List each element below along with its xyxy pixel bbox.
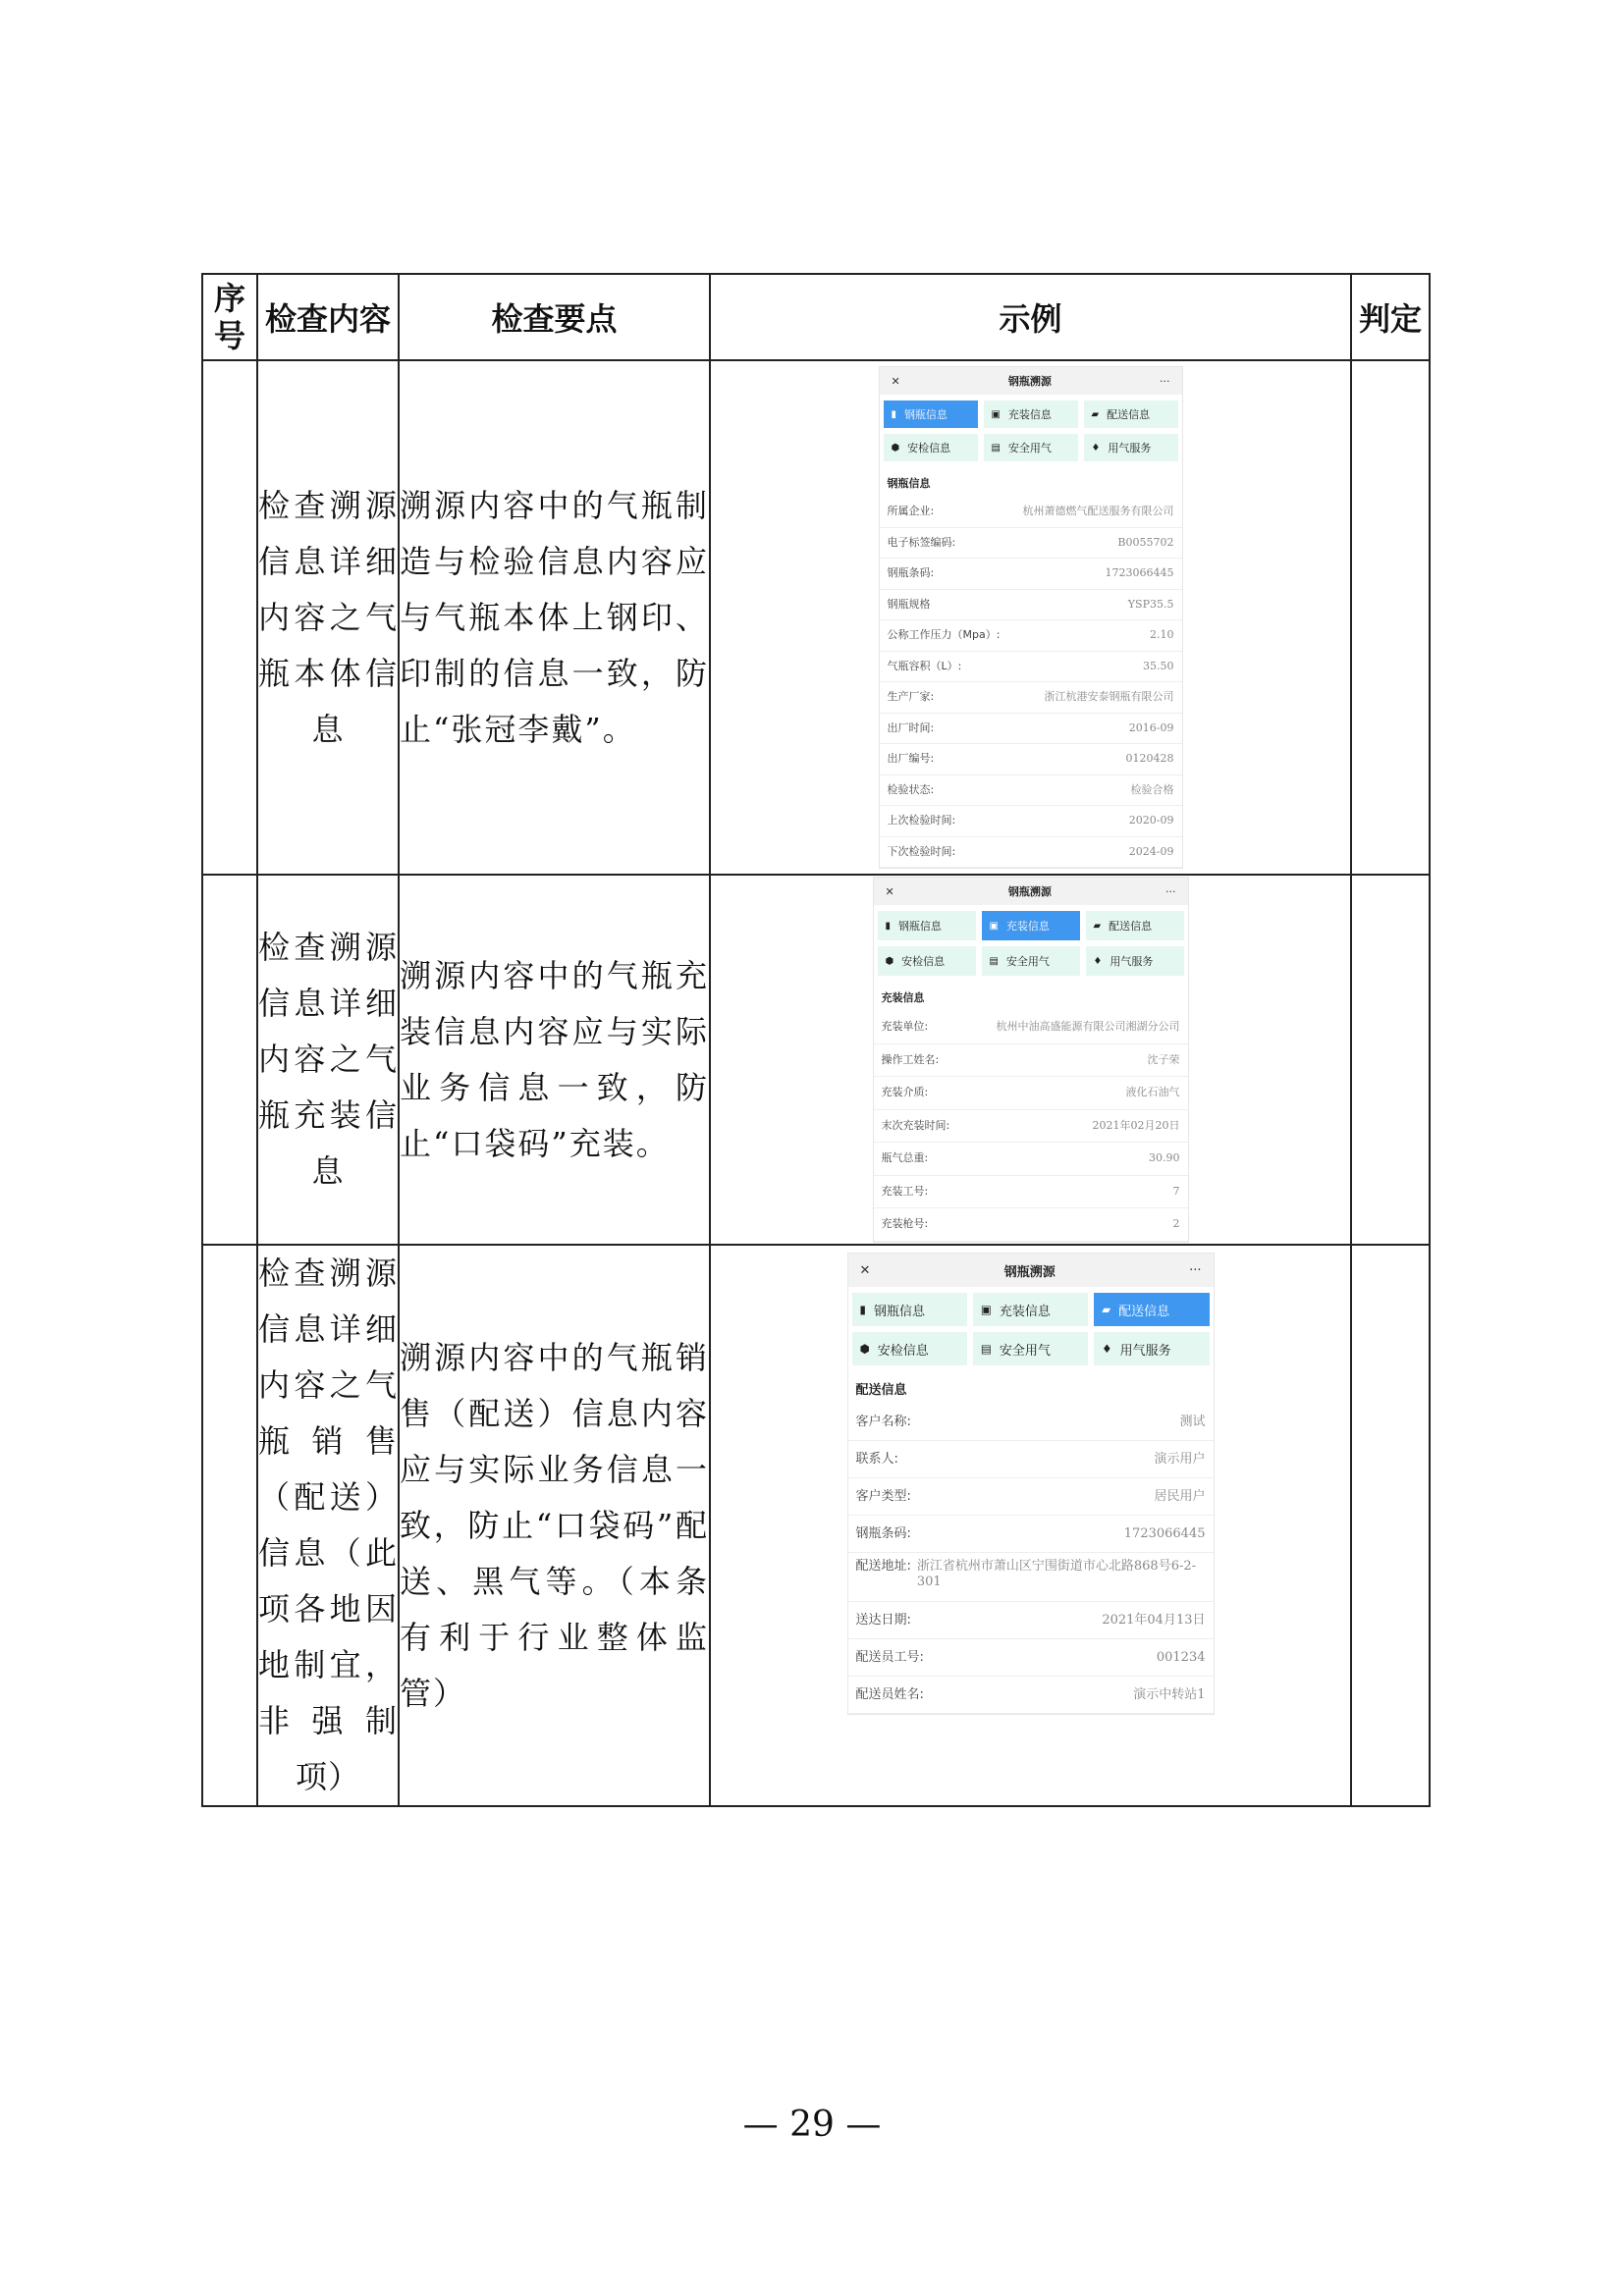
field-label: 气瓶容积（L）: — [887, 659, 962, 672]
field-label: 送达日期: — [855, 1613, 911, 1628]
field-value: 测试 — [1179, 1415, 1206, 1429]
info-row — [848, 1602, 1214, 1639]
tab-label: 配送信息 — [1109, 920, 1153, 934]
info-row — [880, 497, 1182, 528]
tab-label: 安检信息 — [901, 955, 946, 969]
title-bar — [874, 878, 1188, 905]
tab-label: 安检信息 — [877, 1343, 929, 1359]
table-row — [202, 360, 1430, 875]
field-value: 液化石油气 — [1125, 1086, 1180, 1099]
field-label: 配送员姓名: — [855, 1687, 924, 1702]
field-value: 杭州中油高盛能源有限公司湘湖分公司 — [996, 1020, 1180, 1034]
field-value: 7 — [1172, 1184, 1180, 1198]
field-label: 电子标签编码: — [887, 535, 956, 549]
info-row — [874, 1176, 1188, 1209]
tab-4[interactable] — [852, 1332, 967, 1365]
document-icon: ▤ — [989, 955, 999, 967]
more-icon[interactable]: ··· — [1189, 1262, 1202, 1278]
header-content: 检查内容 — [257, 274, 399, 360]
field-value: 001234 — [1156, 1650, 1206, 1665]
field-value: 居民用户 — [1154, 1489, 1206, 1504]
field-label: 客户名称: — [855, 1415, 911, 1429]
tab-grid — [848, 1287, 1214, 1373]
page-number: — 29 — — [742, 2105, 882, 2145]
document-icon: ▤ — [980, 1342, 992, 1356]
tab-2[interactable] — [973, 1293, 1088, 1326]
title-bar — [848, 1254, 1214, 1287]
tab-1[interactable] — [852, 1293, 967, 1326]
screen-title: 钢瓶溯源 — [1007, 375, 1052, 388]
content-cell: 检查溯源信息详细内容之气瓶充装信息 — [257, 875, 399, 1245]
content-cell: 检查溯源信息详细内容之气瓶本体信息 — [257, 360, 399, 875]
title-bar — [880, 367, 1182, 395]
field-value: 浙江杭港安泰钢瓶有限公司 — [1044, 690, 1174, 703]
field-label: 公称工作压力（Mpa）: — [887, 628, 1001, 641]
tab-grid — [880, 395, 1182, 469]
field-label: 末次充装时间: — [881, 1118, 950, 1132]
judge-cell — [1351, 360, 1430, 875]
tab-label: 配送信息 — [1118, 1304, 1170, 1319]
section-title: 充装信息 — [881, 991, 925, 1005]
shield-icon: ⬢ — [859, 1342, 870, 1356]
tab-label: 安全用气 — [1005, 955, 1050, 969]
table-row — [202, 1245, 1430, 1806]
tab-label: 安检信息 — [907, 442, 951, 454]
info-row — [880, 652, 1182, 683]
header-seq-char-2: 号 — [213, 317, 245, 354]
field-value: 演示中转站1 — [1133, 1687, 1206, 1702]
cylinder-icon: ▮ — [859, 1303, 866, 1316]
info-row — [874, 1077, 1188, 1110]
tab-label: 用气服务 — [1110, 955, 1154, 969]
field-label: 钢瓶条码: — [887, 566, 935, 579]
info-row — [880, 528, 1182, 560]
info-row — [880, 682, 1182, 714]
seq-cell — [202, 360, 257, 875]
field-value: 35.50 — [1143, 659, 1174, 672]
field-value: 1723066445 — [1123, 1526, 1206, 1541]
tab-grid — [874, 905, 1188, 984]
field-label: 充装介质: — [881, 1086, 929, 1099]
field-value: B0055702 — [1117, 535, 1174, 549]
header-example: 示例 — [710, 274, 1351, 360]
info-row — [848, 1516, 1214, 1553]
field-label: 充装单位: — [881, 1020, 929, 1034]
info-row — [848, 1553, 1214, 1602]
header-judge: 判定 — [1351, 274, 1430, 360]
tab-label: 钢瓶信息 — [873, 1304, 925, 1319]
tab-2[interactable] — [982, 911, 1080, 940]
tab-label: 安全用气 — [999, 1343, 1051, 1359]
document-icon: ▤ — [991, 442, 1001, 454]
info-row — [874, 1143, 1188, 1176]
field-label: 出厂编号: — [887, 752, 935, 765]
cylinder-icon: ▮ — [885, 920, 891, 932]
tab-3[interactable] — [1086, 911, 1184, 940]
tab-4[interactable] — [878, 946, 976, 976]
more-icon[interactable]: ··· — [1160, 374, 1170, 388]
info-row — [848, 1639, 1214, 1677]
tab-1[interactable] — [884, 400, 978, 428]
header-seq — [202, 274, 257, 360]
shield-icon: ⬢ — [891, 442, 900, 454]
info-row — [874, 1044, 1188, 1078]
fill-icon: ▣ — [989, 920, 999, 932]
seq-cell — [202, 875, 257, 1245]
field-value: 2020-09 — [1128, 814, 1174, 827]
field-label: 钢瓶条码: — [855, 1526, 911, 1541]
seq-cell — [202, 1245, 257, 1806]
field-value: 浙江省杭州市萧山区宁围街道市心北路868号6-2-301 — [916, 1559, 1197, 1589]
field-label: 生产厂家: — [887, 690, 935, 703]
fill-icon: ▣ — [980, 1303, 992, 1316]
tab-label: 用气服务 — [1108, 442, 1152, 454]
info-row — [848, 1441, 1214, 1478]
tab-label: 用气服务 — [1119, 1343, 1171, 1359]
info-row — [880, 559, 1182, 590]
screen-title: 钢瓶溯源 — [1003, 1264, 1056, 1280]
tab-label: 钢瓶信息 — [903, 408, 947, 421]
info-row — [874, 1208, 1188, 1242]
header-points: 检查要点 — [399, 274, 710, 360]
close-icon[interactable]: ✕ — [885, 884, 894, 898]
screen-title: 钢瓶溯源 — [1007, 885, 1052, 899]
tab-label: 钢瓶信息 — [897, 920, 942, 934]
info-row — [874, 1110, 1188, 1144]
field-label: 联系人: — [855, 1452, 898, 1467]
tab-label: 充装信息 — [1007, 408, 1052, 421]
flame-icon: ♦ — [1102, 1342, 1112, 1356]
inspection-table — [201, 273, 1431, 1807]
truck-icon: ▰ — [1102, 1303, 1111, 1316]
info-row — [880, 806, 1182, 837]
close-icon[interactable]: ✕ — [891, 374, 900, 388]
tab-label: 充装信息 — [999, 1304, 1051, 1319]
tab-5[interactable] — [973, 1332, 1088, 1365]
field-label: 上次检验时间: — [887, 814, 956, 827]
field-value: 演示用户 — [1154, 1452, 1206, 1467]
field-value: 2.10 — [1150, 628, 1174, 641]
fill-icon: ▣ — [991, 408, 1001, 420]
tab-6[interactable] — [1084, 434, 1178, 461]
tab-label: 充装信息 — [1005, 920, 1050, 934]
field-value: 2016-09 — [1128, 721, 1174, 734]
info-row — [848, 1478, 1214, 1516]
info-row — [880, 837, 1182, 869]
shield-icon: ⬢ — [885, 955, 894, 967]
field-value: YSP35.5 — [1127, 597, 1174, 611]
truck-icon: ▰ — [1093, 920, 1102, 932]
field-value: 0120428 — [1125, 752, 1174, 765]
field-label: 充装枪号: — [881, 1217, 929, 1231]
points-cell: 溯源内容中的气瓶充装信息内容应与实际业务信息一致，防止“口袋码”充装。 — [399, 875, 710, 1245]
field-label: 钢瓶规格 — [887, 597, 931, 611]
phone-screenshot — [874, 878, 1188, 1242]
field-label: 客户类型: — [855, 1489, 911, 1504]
points-cell: 溯源内容中的气瓶销售（配送）信息内容应与实际业务信息一致，防止“口袋码”配送、黑气等。（本条有利于行业整体监管） — [399, 1245, 710, 1806]
info-row — [848, 1677, 1214, 1714]
tab-3[interactable] — [1084, 400, 1178, 428]
field-value: 30.90 — [1149, 1151, 1180, 1165]
info-row — [880, 590, 1182, 621]
info-row — [880, 744, 1182, 775]
tab-5[interactable] — [984, 434, 1078, 461]
field-value: 2021年02月20日 — [1092, 1118, 1180, 1132]
field-label: 配送员工号: — [855, 1650, 924, 1665]
field-value: 杭州萧德燃气配送服务有限公司 — [1022, 505, 1174, 517]
header-seq-char-1: 序 — [213, 280, 245, 317]
tab-1[interactable] — [878, 911, 976, 940]
field-label: 下次检验时间: — [887, 844, 956, 858]
tab-label: 安全用气 — [1007, 442, 1052, 454]
field-label: 出厂时间: — [887, 721, 935, 734]
tab-6[interactable] — [1094, 1332, 1209, 1365]
field-label: 瓶气总重: — [881, 1151, 929, 1165]
field-value: 沈子荣 — [1147, 1052, 1180, 1066]
tab-3[interactable] — [1094, 1293, 1209, 1326]
example-cell — [710, 360, 1351, 875]
phone-screenshot — [880, 367, 1182, 868]
field-value: 2024-09 — [1128, 844, 1174, 858]
info-row — [848, 1404, 1214, 1441]
section-title: 钢瓶信息 — [887, 477, 931, 490]
info-row — [880, 714, 1182, 745]
flame-icon: ♦ — [1091, 442, 1101, 454]
content-cell: 检查溯源信息详细内容之气瓶销售（配送）信息（此项各地因地制宜，非强制项） — [257, 1245, 399, 1806]
tab-5[interactable] — [982, 946, 1080, 976]
field-label: 所属企业: — [887, 505, 935, 517]
example-cell — [710, 875, 1351, 1245]
field-value: 2 — [1172, 1217, 1180, 1231]
info-row — [880, 775, 1182, 807]
field-label: 检验状态: — [887, 782, 935, 796]
judge-cell — [1351, 1245, 1430, 1806]
tab-2[interactable] — [984, 400, 1078, 428]
field-label: 充装工号: — [881, 1184, 929, 1198]
info-row — [874, 1011, 1188, 1044]
table-header-row — [202, 274, 1430, 360]
tab-4[interactable] — [884, 434, 978, 461]
flame-icon: ♦ — [1093, 955, 1103, 967]
field-value: 1723066445 — [1105, 566, 1174, 579]
field-value: 2021年04月13日 — [1102, 1613, 1206, 1628]
close-icon[interactable]: ✕ — [859, 1262, 871, 1278]
table-row — [202, 875, 1430, 1245]
field-label: 配送地址: — [855, 1559, 911, 1574]
section-title: 配送信息 — [855, 1383, 907, 1398]
tab-label: 配送信息 — [1107, 408, 1151, 421]
info-row — [880, 620, 1182, 652]
judge-cell — [1351, 875, 1430, 1245]
field-label: 操作工姓名: — [881, 1052, 940, 1066]
tab-6[interactable] — [1086, 946, 1184, 976]
example-cell — [710, 1245, 1351, 1806]
cylinder-icon: ▮ — [891, 408, 896, 420]
more-icon[interactable]: ··· — [1165, 884, 1176, 898]
points-cell: 溯源内容中的气瓶制造与检验信息内容应与气瓶本体上钢印、印制的信息一致，防止“张冠李戴”。 — [399, 360, 710, 875]
field-value: 检验合格 — [1130, 782, 1174, 796]
truck-icon: ▰ — [1091, 408, 1100, 420]
phone-screenshot — [848, 1254, 1214, 1714]
